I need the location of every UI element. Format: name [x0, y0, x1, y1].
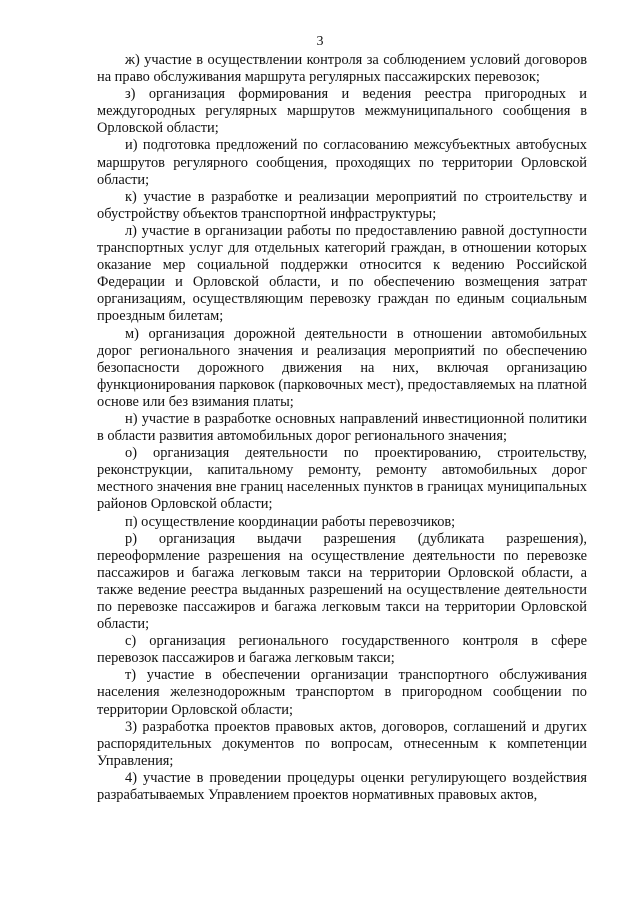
- paragraph-3: 3) разработка проектов правовых актов, договоров, соглашений и других распорядительных документов по вопросам, отнесенным к компетенции Управления;: [97, 718, 587, 769]
- paragraph-z: з) организация формирования и ведения реестра пригородных и междугородных регулярных маршрутов межмуниципального сообщения в Орловской области;: [97, 86, 587, 137]
- paragraph-r: р) организация выдачи разрешения (дубликата разрешения), переоформление разрешения на осуществление деятельности по перевозке пассажиров и багажа легковым такси на территории Орловской области, а также ведение реестра выданных разрешений на осуществление деятельности по перевозке пассажиров и багажа легковым такси на территории Орловской области;: [97, 530, 587, 633]
- paragraph-s: с) организация регионального государственного контроля в сфере перевозок пассажиров и багажа легковым такси;: [97, 633, 587, 667]
- document-body: [97, 52, 587, 804]
- paragraph-m: м) организация дорожной деятельности в отношении автомобильных дорог регионального значения и реализация мероприятий по обеспечению безопасности дорожного движения на них, включая организацию функционирования парковок (парковочных мест), предоставляемых на платной основе или без взимания платы;: [97, 325, 587, 410]
- paragraph-k: к) участие в разработке и реализации мероприятий по строительству и обустройству объектов транспортной инфраструктуры;: [97, 188, 587, 222]
- paragraph-p: п) осуществление координации работы перевозчиков;: [125, 513, 456, 530]
- paragraph-n: н) участие в разработке основных направлений инвестиционной политики в области развития автомобильных дорог регионального значения;: [97, 410, 587, 445]
- paragraph-o: о) организация деятельности по проектированию, строительству, реконструкции, капитальному ремонту, ремонту автомобильных дорог местного значения вне границ населенных пунктов в границах муниципальных районов Орловской области;: [97, 445, 587, 513]
- paragraph-i: и) подготовка предложений по согласованию межсубъектных автобусных маршрутов регулярного сообщения, проходящих по территории Орловской области;: [97, 137, 587, 188]
- paragraph-l: л) участие в организации работы по предоставлению равной доступности транспортных услуг для отдельных категорий граждан, в отношении которых оказание мер социальной поддержки относится к ведению Российской Федерации и Орловской области, и по обеспечению возмещения затрат организациям, осуществляющим перевозку граждан по единым социальным проездным билетам;: [97, 222, 587, 325]
- page-number: 3: [316, 34, 324, 49]
- paragraph-zh: ж) участие в осуществлении контроля за соблюдением условий договоров на право обслуживания маршрута регулярных пассажирских перевозок;: [97, 52, 587, 86]
- paragraph-4: 4) участие в проведении процедуры оценки регулирующего воздействия разрабатываемых Управлением проектов нормативных правовых актов,: [97, 769, 587, 804]
- paragraph-t: т) участие в обеспечении организации транспортного обслуживания населения железнодорожным транспортом в пригородном сообщении по территории Орловской области;: [97, 667, 587, 718]
